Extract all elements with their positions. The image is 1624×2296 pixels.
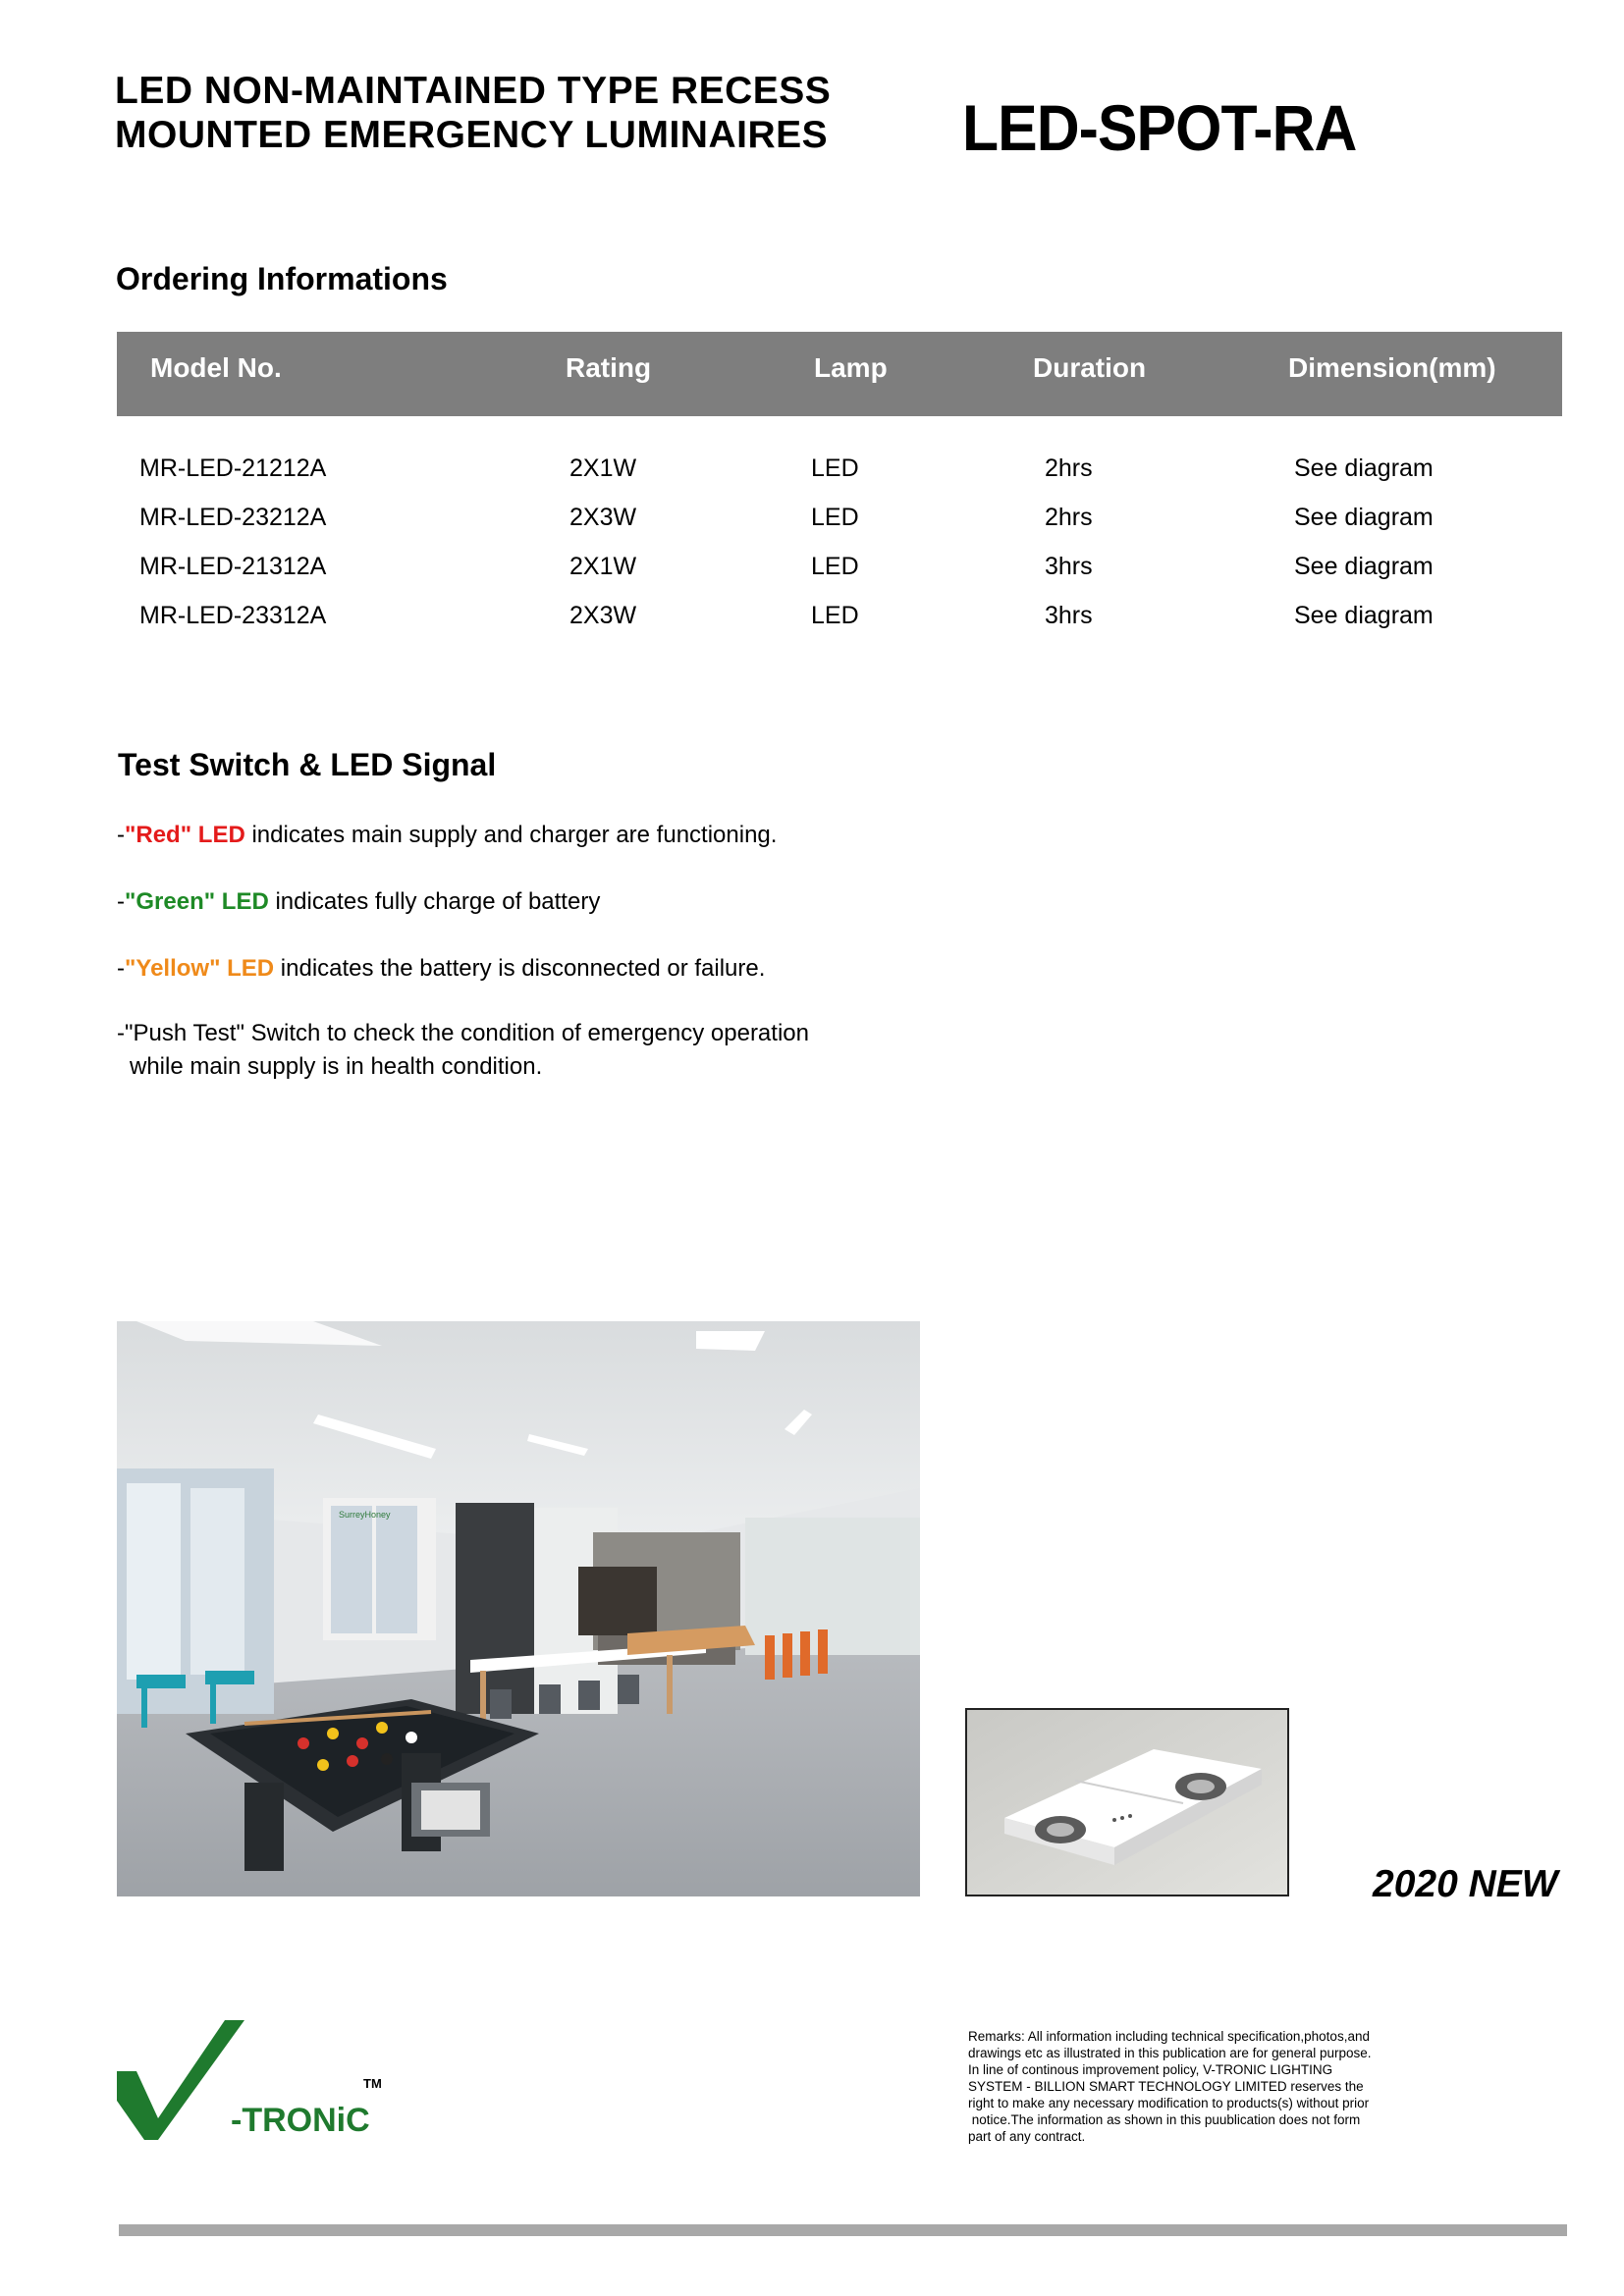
col-header-model: Model No. bbox=[150, 352, 282, 383]
col-header-rating: Rating bbox=[566, 352, 652, 383]
signal-red-text: indicates main supply and charger are functioning. bbox=[251, 822, 778, 848]
cell-model: MR-LED-23312A bbox=[139, 602, 327, 629]
col-header-dimension: Dimension(mm) bbox=[1288, 352, 1496, 383]
office-room-illustration bbox=[117, 1321, 920, 1896]
signal-yellow-text: indicates the battery is disconnected or failure. bbox=[280, 955, 766, 982]
table-row bbox=[0, 542, 1624, 591]
luminaire-illustration bbox=[967, 1710, 1287, 1895]
cell-dimension: See diagram bbox=[1294, 553, 1434, 580]
signal-red-word: "Red" bbox=[125, 822, 192, 848]
signal-green-line bbox=[117, 885, 600, 919]
remarks-line: Remarks: All information including technical specification,photos,and bbox=[968, 2029, 1370, 2044]
cell-lamp: LED bbox=[811, 504, 859, 531]
model-code: LED-SPOT-RA bbox=[962, 91, 1357, 164]
ordering-table-body bbox=[0, 444, 1624, 650]
ordering-table-header bbox=[117, 332, 1562, 416]
remarks bbox=[968, 2028, 1390, 2145]
push-test-line-2: while main supply is in health condition. bbox=[130, 1053, 543, 1080]
ordering-heading: Ordering Informations bbox=[116, 261, 448, 296]
signal-red-led: LED bbox=[197, 822, 245, 848]
remarks-line: drawings etc as illustrated in this publication are for general purpose. bbox=[968, 2046, 1372, 2060]
new-badge: 2020 NEW bbox=[1373, 1863, 1558, 1905]
remarks-line: right to make any necessary modification to products(s) without prior bbox=[968, 2096, 1370, 2110]
product-photo bbox=[965, 1708, 1289, 1896]
cell-model: MR-LED-21212A bbox=[139, 454, 327, 482]
cell-lamp: LED bbox=[811, 454, 859, 482]
cell-lamp: LED bbox=[811, 602, 859, 629]
cell-dimension: See diagram bbox=[1294, 602, 1434, 629]
push-test-line-1: -"Push Test" Switch to check the condition of emergency operation bbox=[117, 1020, 809, 1046]
title-line-2: MOUNTED EMERGENCY LUMINAIRES bbox=[115, 114, 829, 156]
signal-red-line bbox=[117, 819, 777, 852]
logo-name: -TRONiC bbox=[231, 2102, 370, 2139]
office-room-photo bbox=[117, 1321, 920, 1896]
signal-green-word: "Green" bbox=[125, 888, 216, 915]
cell-rating: 2X3W bbox=[569, 602, 637, 629]
col-header-duration: Duration bbox=[1033, 352, 1147, 383]
vtronic-logo bbox=[117, 2017, 402, 2145]
signal-prefix: - bbox=[117, 955, 125, 982]
cell-duration: 2hrs bbox=[1045, 504, 1093, 531]
logo-tm: TM bbox=[363, 2076, 382, 2091]
signal-yellow-word: "Yellow" bbox=[125, 955, 221, 982]
cell-lamp: LED bbox=[811, 553, 859, 580]
store-sign: SurreyHoney bbox=[339, 1510, 391, 1520]
cell-dimension: See diagram bbox=[1294, 454, 1434, 482]
signal-green-led: LED bbox=[221, 888, 269, 915]
signal-yellow-led: LED bbox=[227, 955, 275, 982]
cell-dimension: See diagram bbox=[1294, 504, 1434, 531]
signal-prefix: - bbox=[117, 888, 125, 915]
footer-bar bbox=[119, 2224, 1567, 2236]
cell-duration: 2hrs bbox=[1045, 454, 1093, 482]
signal-green-text: indicates fully charge of battery bbox=[275, 888, 601, 915]
remarks-line: part of any contract. bbox=[968, 2129, 1086, 2144]
cell-model: MR-LED-21312A bbox=[139, 553, 327, 580]
cell-duration: 3hrs bbox=[1045, 602, 1093, 629]
signal-yellow-line bbox=[117, 952, 765, 986]
remarks-line: notice.The information as shown in this puublication does not form bbox=[968, 2112, 1361, 2127]
remarks-line: In line of continous improvement policy, V-TRONIC LIGHTING bbox=[968, 2062, 1333, 2077]
title-line-1: LED NON-MAINTAINED TYPE RECESS bbox=[115, 70, 832, 112]
cell-rating: 2X1W bbox=[569, 553, 637, 580]
cell-rating: 2X3W bbox=[569, 504, 637, 531]
remarks-line: SYSTEM - BILLION SMART TECHNOLOGY LIMITED reserves the bbox=[968, 2079, 1364, 2094]
signal-prefix: - bbox=[117, 822, 125, 848]
table-row bbox=[0, 444, 1624, 493]
signals-heading: Test Switch & LED Signal bbox=[118, 747, 497, 782]
table-row bbox=[0, 591, 1624, 640]
cell-model: MR-LED-23212A bbox=[139, 504, 327, 531]
cell-rating: 2X1W bbox=[569, 454, 637, 482]
col-header-lamp: Lamp bbox=[814, 352, 888, 383]
cell-duration: 3hrs bbox=[1045, 553, 1093, 580]
table-row bbox=[0, 493, 1624, 542]
